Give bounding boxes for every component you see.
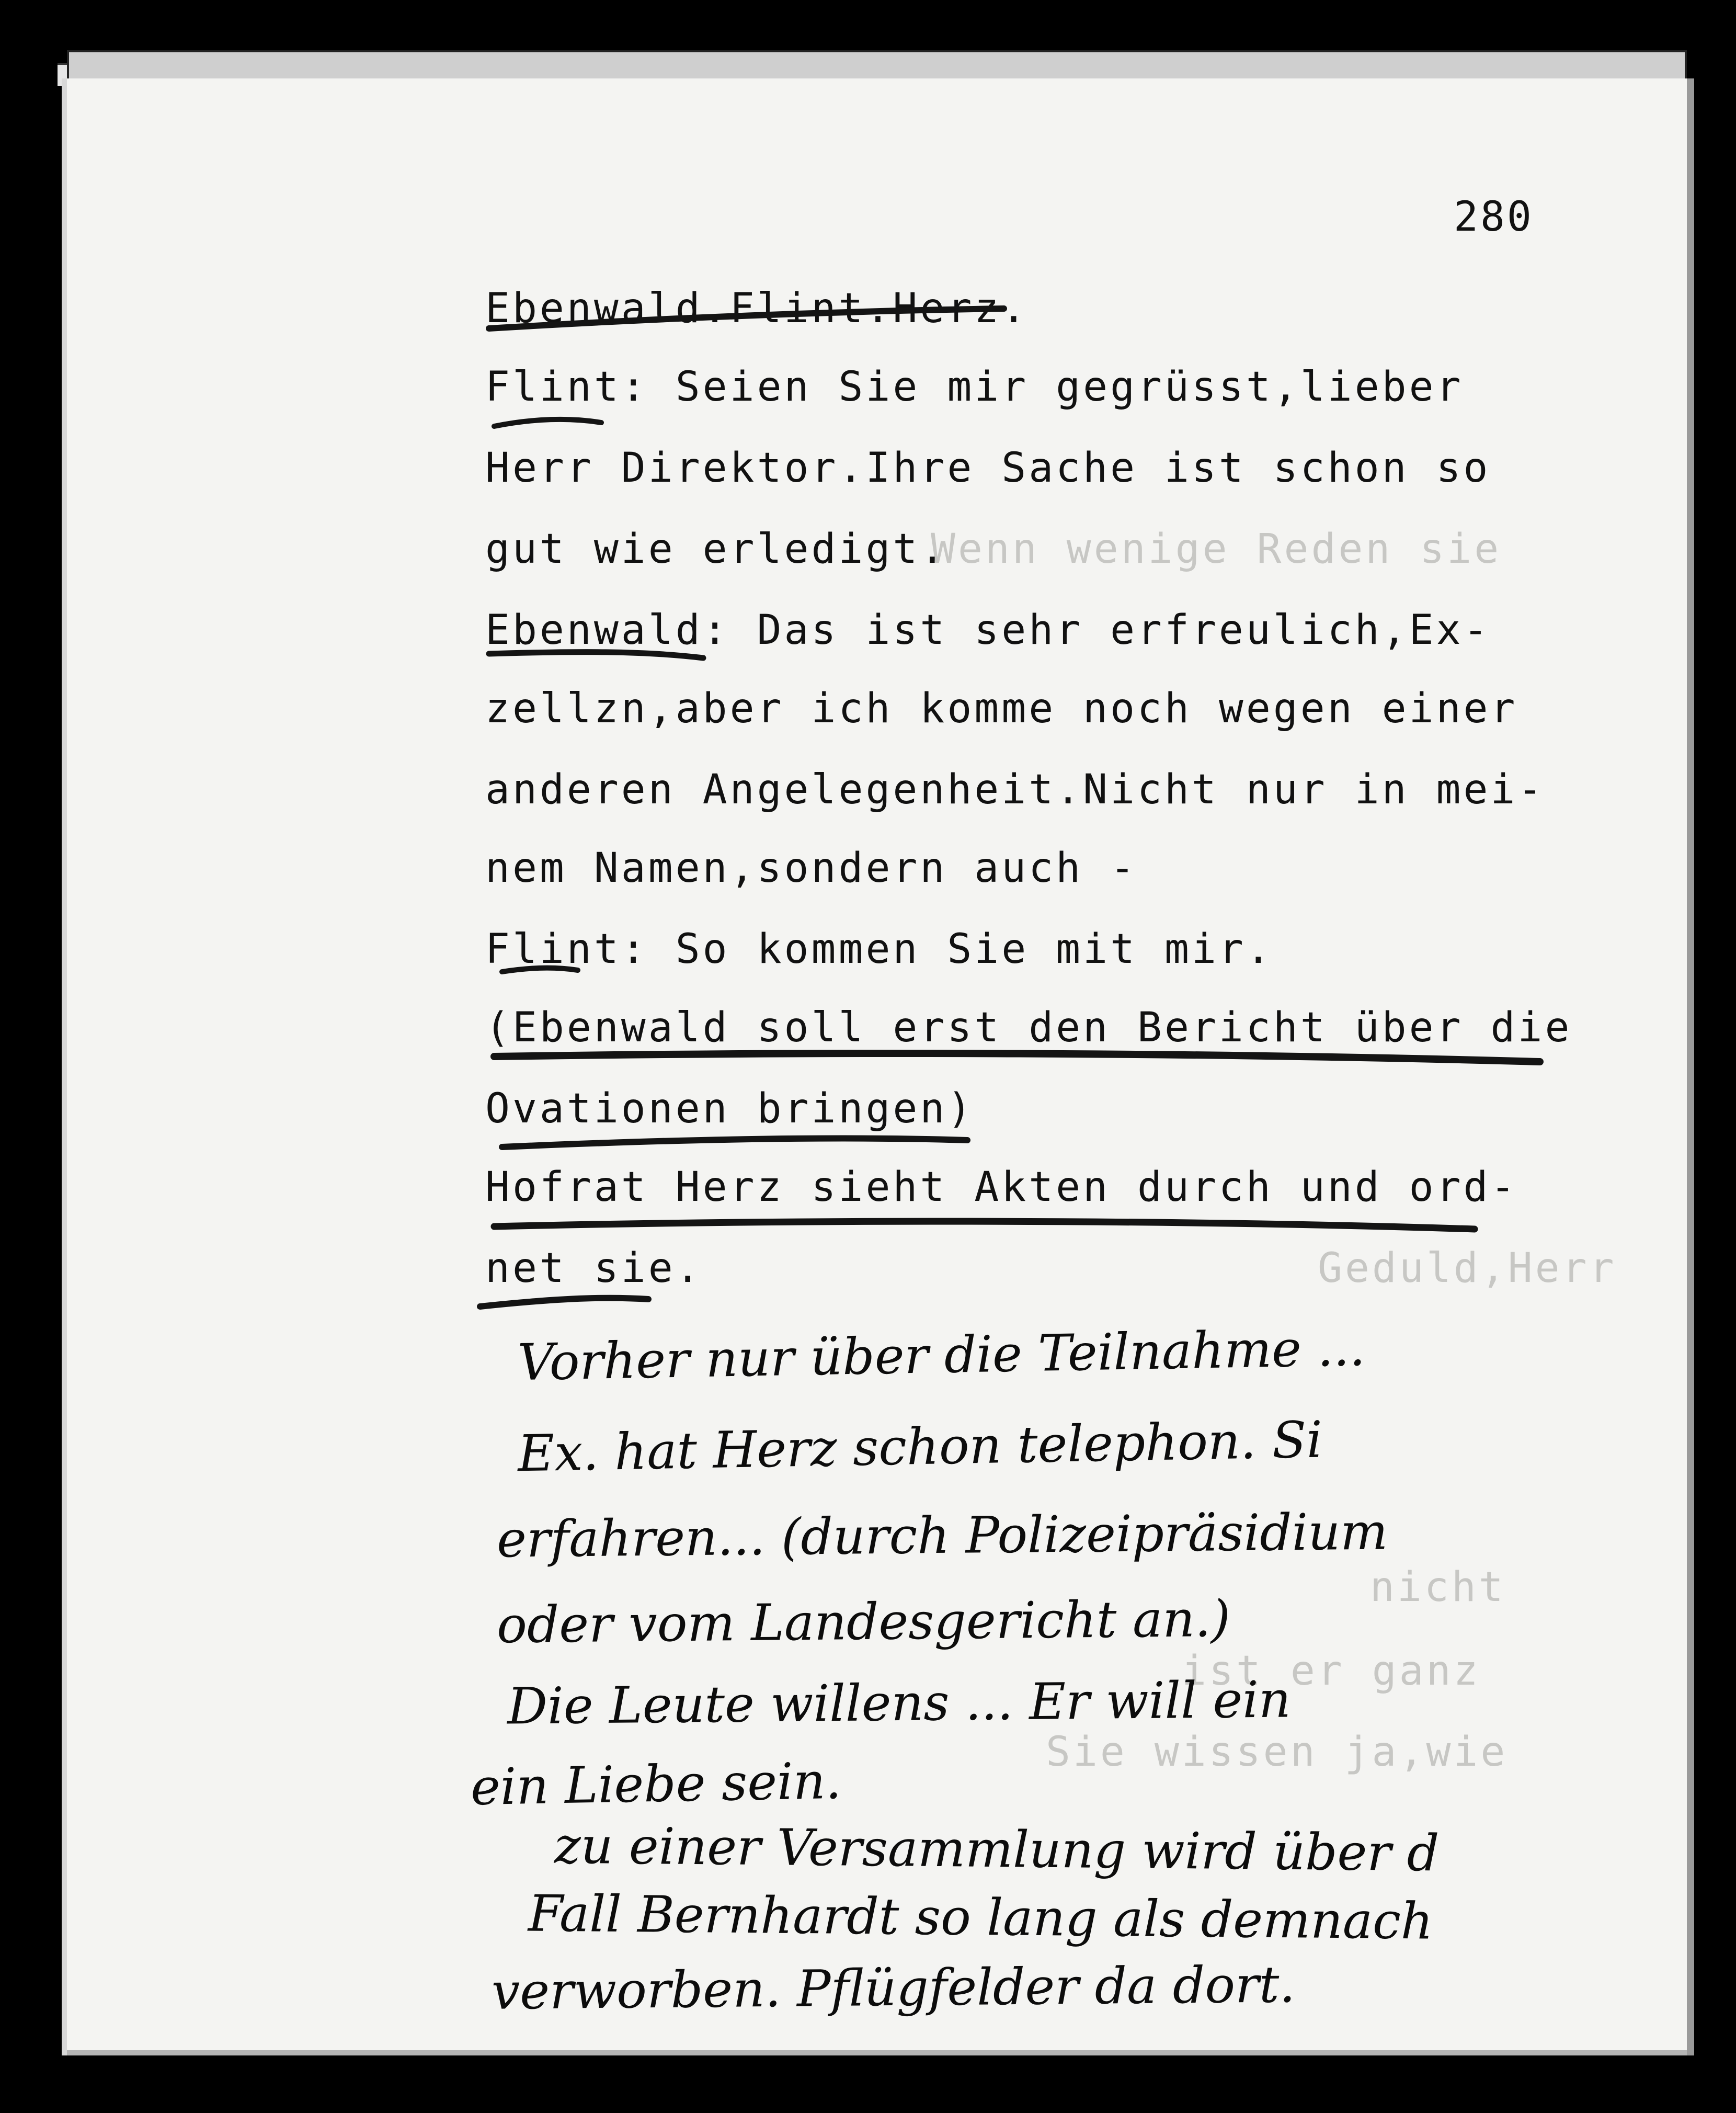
handwritten-line: zu einer Versammlung wird über d [554,1816,1440,1883]
typed-line: (Ebenwald soll erst den Bericht über die [485,1004,1572,1051]
typed-line: Ovationen bringen) [485,1085,975,1132]
handwritten-line: Fall Bernhardt so lang als demnach [528,1884,1434,1951]
typed-line: Ebenwald.Flint.Herz. [485,285,1029,332]
typed-line: gut wie erledigt. [485,526,947,573]
handwritten-line: Die Leute willens ... Er will ein [507,1670,1292,1736]
typed-line: nem Namen,sondern auch - [485,845,1138,892]
page-number: 280 [1454,194,1534,241]
bleed-through-text: Wenn wenige Reden sie [931,526,1502,573]
handwritten-line: Vorher nur über die Teilnahme ... [517,1318,1366,1392]
typed-line: Flint: Seien Sie mir gegrüsst,lieber [485,363,1464,411]
bleed-through-text: ist er ganz [1182,1648,1481,1695]
handwritten-line: Ex. hat Herz schon telephon. Si [517,1410,1323,1483]
handwritten-line: ein Liebe sein. [470,1751,842,1817]
typed-line: Flint: So kommen Sie mit mir. [485,926,1273,973]
handwritten-line: oder vom Landesgericht an.) [496,1589,1231,1655]
typed-line: zellzn,aber ich komme noch wegen einer [485,685,1518,732]
typed-line: net sie. [485,1245,703,1292]
handwritten-line: erfahren... (durch Polizeipräsidium [496,1502,1388,1569]
typed-line: Herr Direktor.Ihre Sache ist schon so [485,445,1491,492]
bleed-through-text: nicht [1370,1564,1506,1611]
bleed-through-text: Sie wissen ja,wie [1046,1729,1508,1776]
typed-line: Hofrat Herz sieht Akten durch und ord- [485,1164,1518,1211]
bleed-through-text: Geduld,Herr [1318,1245,1617,1292]
handwritten-line: verworben. Pflügfelder da dort. [491,1955,1296,2021]
typed-line: Ebenwald: Das ist sehr erfreulich,Ex- [485,607,1491,654]
typed-line: anderen Angelegenheit.Nicht nur in mei- [485,766,1545,813]
